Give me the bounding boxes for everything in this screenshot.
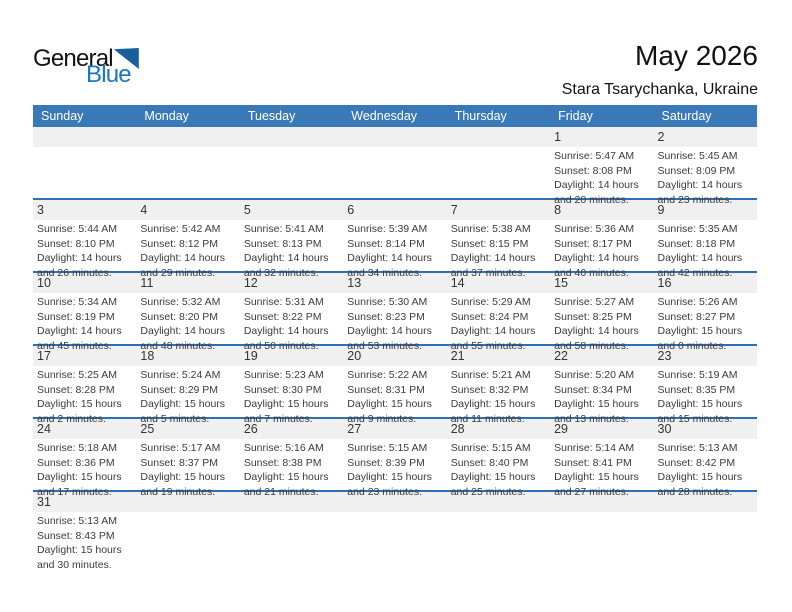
sunset-text: Sunset: 8:09 PM bbox=[657, 164, 736, 177]
sunrise-text: Sunrise: 5:38 AM bbox=[450, 223, 531, 235]
sunset-text: Sunset: 8:27 PM bbox=[657, 310, 736, 323]
daylight-text-1: Daylight: 14 hours bbox=[450, 252, 536, 265]
day-number: 27 bbox=[347, 422, 362, 436]
daylight-text-2: and 26 minutes. bbox=[37, 267, 112, 280]
day-cell-empty bbox=[654, 492, 757, 566]
daylight-text-1: Daylight: 14 hours bbox=[554, 179, 639, 192]
weekday-label-tuesday: Tuesday bbox=[247, 109, 296, 123]
daylight-text-2: and 28 minutes. bbox=[657, 486, 733, 499]
daylight-text-1: Daylight: 15 hours bbox=[243, 471, 329, 484]
sunset-text: Sunset: 8:25 PM bbox=[554, 310, 632, 323]
weekday-label-wednesday: Wednesday bbox=[351, 109, 418, 123]
sunrise-text: Sunrise: 5:16 AM bbox=[243, 442, 324, 454]
daylight-text-1: Daylight: 14 hours bbox=[140, 252, 226, 265]
day-cell-empty bbox=[343, 492, 446, 566]
daylight-text-1: Daylight: 15 hours bbox=[37, 471, 122, 484]
calendar-grid bbox=[33, 105, 757, 572]
sunrise-text: Sunrise: 5:41 AM bbox=[243, 223, 324, 235]
day-cell-31 bbox=[33, 492, 136, 572]
weekday-label-thursday: Thursday bbox=[454, 109, 507, 123]
day-cell-empty bbox=[136, 492, 239, 566]
day-cell-6 bbox=[343, 200, 446, 280]
day-cell-13 bbox=[343, 273, 446, 353]
week-row-5 bbox=[33, 419, 757, 499]
sunrise-text: Sunrise: 5:29 AM bbox=[450, 296, 531, 308]
day-cell-9 bbox=[654, 200, 757, 280]
day-cell-17 bbox=[33, 346, 136, 426]
day-number: 20 bbox=[347, 349, 362, 363]
daylight-text-2: and 11 minutes. bbox=[450, 413, 525, 426]
weekday-label-friday: Friday bbox=[558, 109, 593, 123]
day-number: 19 bbox=[243, 349, 258, 363]
sunset-text: Sunset: 8:12 PM bbox=[140, 237, 219, 250]
daylight-text-2: and 15 minutes. bbox=[657, 413, 733, 426]
week-row-4 bbox=[33, 346, 757, 426]
sunset-text: Sunset: 8:19 PM bbox=[37, 310, 115, 323]
day-number: 4 bbox=[140, 203, 148, 217]
day-cell-empty bbox=[343, 127, 446, 198]
daylight-text-1: Daylight: 14 hours bbox=[140, 325, 226, 338]
sunrise-text: Sunrise: 5:21 AM bbox=[450, 369, 531, 381]
sunset-text: Sunset: 8:22 PM bbox=[243, 310, 322, 323]
daylight-text-1: Daylight: 14 hours bbox=[657, 179, 743, 192]
daylight-text-1: Daylight: 15 hours bbox=[450, 398, 536, 411]
day-number: 10 bbox=[37, 276, 51, 290]
day-number: 22 bbox=[554, 349, 569, 363]
sunset-text: Sunset: 8:23 PM bbox=[347, 310, 425, 323]
day-cell-28 bbox=[447, 419, 550, 499]
sunrise-text: Sunrise: 5:18 AM bbox=[37, 442, 117, 454]
daylight-text-1: Daylight: 15 hours bbox=[347, 471, 432, 484]
daylight-text-1: Daylight: 14 hours bbox=[37, 252, 122, 265]
day-cell-12 bbox=[240, 273, 343, 353]
sunrise-text: Sunrise: 5:20 AM bbox=[554, 369, 635, 381]
daylight-text-1: Daylight: 14 hours bbox=[554, 252, 639, 265]
week-row-6 bbox=[33, 492, 757, 572]
day-number: 7 bbox=[450, 203, 458, 217]
daylight-text-2: and 13 minutes. bbox=[554, 413, 629, 426]
daylight-text-1: Daylight: 14 hours bbox=[37, 325, 122, 338]
sunrise-text: Sunrise: 5:42 AM bbox=[140, 223, 221, 235]
sunset-text: Sunset: 8:29 PM bbox=[140, 383, 219, 396]
sunrise-text: Sunrise: 5:22 AM bbox=[347, 369, 428, 381]
day-number: 31 bbox=[37, 495, 51, 509]
day-number: 2 bbox=[657, 130, 665, 144]
daylight-text-1: Daylight: 14 hours bbox=[347, 325, 432, 338]
daylight-text-2: and 2 minutes. bbox=[37, 413, 106, 426]
daylight-text-2: and 29 minutes. bbox=[140, 267, 216, 280]
daylight-text-1: Daylight: 15 hours bbox=[554, 398, 639, 411]
sunrise-text: Sunrise: 5:24 AM bbox=[140, 369, 221, 381]
sunset-text: Sunset: 8:36 PM bbox=[37, 456, 115, 469]
sunset-text: Sunset: 8:35 PM bbox=[657, 383, 736, 396]
daylight-text-2: and 25 minutes. bbox=[450, 486, 526, 499]
day-cell-5 bbox=[240, 200, 343, 280]
sunrise-text: Sunrise: 5:14 AM bbox=[554, 442, 635, 454]
sunset-text: Sunset: 8:10 PM bbox=[37, 237, 115, 250]
daylight-text-2: and 32 minutes. bbox=[243, 267, 319, 280]
daylight-text-2: and 19 minutes. bbox=[140, 486, 216, 499]
day-cell-30 bbox=[654, 419, 757, 499]
daylight-text-2: and 42 minutes. bbox=[657, 267, 733, 280]
daylight-text-1: Daylight: 15 hours bbox=[37, 544, 122, 557]
daylight-text-1: Daylight: 14 hours bbox=[450, 325, 536, 338]
weekday-header-row bbox=[33, 105, 757, 127]
daylight-text-1: Daylight: 14 hours bbox=[347, 252, 432, 265]
sunset-text: Sunset: 8:15 PM bbox=[450, 237, 529, 250]
day-cell-2 bbox=[654, 127, 757, 207]
day-number: 9 bbox=[657, 203, 665, 217]
daylight-text-2: and 37 minutes. bbox=[450, 267, 526, 280]
sunrise-text: Sunrise: 5:45 AM bbox=[657, 150, 738, 162]
logo-text-general: General bbox=[33, 45, 113, 72]
day-cell-8 bbox=[550, 200, 653, 280]
day-cell-22 bbox=[550, 346, 653, 426]
day-cell-7 bbox=[447, 200, 550, 280]
daylight-text-2: and 48 minutes. bbox=[140, 340, 216, 353]
week-row-3 bbox=[33, 273, 757, 353]
day-cell-19 bbox=[240, 346, 343, 426]
day-number: 13 bbox=[347, 276, 362, 290]
day-cell-empty bbox=[136, 127, 239, 198]
general-blue-logo bbox=[33, 47, 139, 87]
day-number: 11 bbox=[140, 276, 154, 290]
daylight-text-1: Daylight: 15 hours bbox=[140, 471, 226, 484]
daylight-text-2: and 34 minutes. bbox=[347, 267, 422, 280]
daylight-text-2: and 23 minutes. bbox=[347, 486, 422, 499]
weeks-container bbox=[33, 127, 757, 572]
day-cell-3 bbox=[33, 200, 136, 280]
day-number: 16 bbox=[657, 276, 672, 290]
day-cell-14 bbox=[447, 273, 550, 353]
day-number: 28 bbox=[450, 422, 465, 436]
location-subtitle: Stara Tsarychanka, Ukraine bbox=[561, 81, 758, 98]
sunset-text: Sunset: 8:32 PM bbox=[450, 383, 529, 396]
sunset-text: Sunset: 8:42 PM bbox=[657, 456, 736, 469]
day-number: 1 bbox=[554, 130, 562, 144]
day-number: 21 bbox=[450, 349, 465, 363]
daylight-text-1: Daylight: 15 hours bbox=[243, 398, 329, 411]
day-cell-29 bbox=[550, 419, 653, 499]
day-number: 26 bbox=[243, 422, 258, 436]
sunrise-text: Sunrise: 5:15 AM bbox=[450, 442, 531, 454]
day-number: 24 bbox=[37, 422, 51, 436]
daylight-text-1: Daylight: 14 hours bbox=[243, 325, 329, 338]
day-cell-21 bbox=[447, 346, 550, 426]
sunrise-text: Sunrise: 5:15 AM bbox=[347, 442, 428, 454]
sunrise-text: Sunrise: 5:47 AM bbox=[554, 150, 635, 162]
day-cell-1 bbox=[550, 127, 653, 207]
day-cell-empty bbox=[240, 127, 343, 198]
daylight-text-2: and 17 minutes. bbox=[37, 486, 112, 499]
week-row-1 bbox=[33, 127, 757, 207]
daylight-text-2: and 58 minutes. bbox=[554, 340, 629, 353]
day-cell-4 bbox=[136, 200, 239, 280]
daylight-text-2: and 0 minutes. bbox=[657, 340, 727, 353]
day-number: 17 bbox=[37, 349, 51, 363]
sunset-text: Sunset: 8:20 PM bbox=[140, 310, 219, 323]
daylight-text-1: Daylight: 14 hours bbox=[554, 325, 639, 338]
day-cell-10 bbox=[33, 273, 136, 353]
day-cell-20 bbox=[343, 346, 446, 426]
day-cell-empty bbox=[240, 492, 343, 566]
weekday-label-saturday: Saturday bbox=[661, 109, 712, 123]
sunset-text: Sunset: 8:08 PM bbox=[554, 164, 632, 177]
daylight-text-2: and 21 minutes. bbox=[243, 486, 319, 499]
day-number: 18 bbox=[140, 349, 155, 363]
sunset-text: Sunset: 8:39 PM bbox=[347, 456, 425, 469]
sunset-text: Sunset: 8:30 PM bbox=[243, 383, 322, 396]
daylight-text-2: and 45 minutes. bbox=[37, 340, 112, 353]
sunrise-text: Sunrise: 5:23 AM bbox=[243, 369, 324, 381]
sunset-text: Sunset: 8:24 PM bbox=[450, 310, 529, 323]
daylight-text-1: Daylight: 15 hours bbox=[657, 325, 743, 338]
sunset-text: Sunset: 8:31 PM bbox=[347, 383, 425, 396]
logo-text-blue: Blue bbox=[86, 61, 131, 88]
daylight-text-2: and 7 minutes. bbox=[243, 413, 313, 426]
day-number: 12 bbox=[243, 276, 258, 290]
sunrise-text: Sunrise: 5:25 AM bbox=[37, 369, 117, 381]
sunrise-text: Sunrise: 5:13 AM bbox=[657, 442, 738, 454]
sunrise-text: Sunrise: 5:19 AM bbox=[657, 369, 738, 381]
day-cell-18 bbox=[136, 346, 239, 426]
daylight-text-1: Daylight: 15 hours bbox=[657, 398, 743, 411]
sunrise-text: Sunrise: 5:44 AM bbox=[37, 223, 117, 235]
daylight-text-1: Daylight: 15 hours bbox=[450, 471, 536, 484]
daylight-text-2: and 20 minutes. bbox=[554, 194, 629, 207]
sunset-text: Sunset: 8:40 PM bbox=[450, 456, 529, 469]
day-number: 8 bbox=[554, 203, 562, 217]
daylight-text-1: Daylight: 14 hours bbox=[657, 252, 743, 265]
weekday-label-sunday: Sunday bbox=[41, 109, 84, 123]
daylight-text-2: and 53 minutes. bbox=[347, 340, 422, 353]
daylight-text-1: Daylight: 14 hours bbox=[243, 252, 329, 265]
daylight-text-2: and 55 minutes. bbox=[450, 340, 526, 353]
day-cell-26 bbox=[240, 419, 343, 499]
sunset-text: Sunset: 8:28 PM bbox=[37, 383, 115, 396]
sunrise-text: Sunrise: 5:17 AM bbox=[140, 442, 221, 454]
month-title: May 2026 bbox=[635, 40, 758, 71]
sunset-text: Sunset: 8:37 PM bbox=[140, 456, 219, 469]
week-row-2 bbox=[33, 200, 757, 280]
sunset-text: Sunset: 8:38 PM bbox=[243, 456, 322, 469]
sunset-text: Sunset: 8:43 PM bbox=[37, 529, 115, 542]
sunset-text: Sunset: 8:17 PM bbox=[554, 237, 632, 250]
daylight-text-2: and 40 minutes. bbox=[554, 267, 629, 280]
sunset-text: Sunset: 8:14 PM bbox=[347, 237, 425, 250]
day-number: 30 bbox=[657, 422, 672, 436]
daylight-text-2: and 27 minutes. bbox=[554, 486, 629, 499]
day-number: 14 bbox=[450, 276, 465, 290]
day-cell-25 bbox=[136, 419, 239, 499]
daylight-text-1: Daylight: 15 hours bbox=[657, 471, 743, 484]
daylight-text-2: and 5 minutes. bbox=[140, 413, 210, 426]
daylight-text-1: Daylight: 15 hours bbox=[140, 398, 226, 411]
day-cell-27 bbox=[343, 419, 446, 499]
day-number: 29 bbox=[554, 422, 569, 436]
day-cell-24 bbox=[33, 419, 136, 499]
sunrise-text: Sunrise: 5:26 AM bbox=[657, 296, 738, 308]
day-cell-15 bbox=[550, 273, 653, 353]
sunrise-text: Sunrise: 5:39 AM bbox=[347, 223, 428, 235]
day-cell-empty bbox=[33, 127, 136, 198]
day-number: 15 bbox=[554, 276, 569, 290]
daylight-text-2: and 9 minutes. bbox=[347, 413, 417, 426]
daylight-text-2: and 50 minutes. bbox=[243, 340, 319, 353]
sunrise-text: Sunrise: 5:34 AM bbox=[37, 296, 117, 308]
sunset-text: Sunset: 8:34 PM bbox=[554, 383, 632, 396]
daylight-text-1: Daylight: 15 hours bbox=[554, 471, 639, 484]
sunrise-text: Sunrise: 5:31 AM bbox=[243, 296, 324, 308]
sunrise-text: Sunrise: 5:13 AM bbox=[37, 515, 117, 527]
day-number: 5 bbox=[243, 203, 251, 217]
sunrise-text: Sunrise: 5:36 AM bbox=[554, 223, 635, 235]
daylight-text-1: Daylight: 15 hours bbox=[347, 398, 432, 411]
day-cell-empty bbox=[447, 492, 550, 566]
day-number: 25 bbox=[140, 422, 155, 436]
day-cell-empty bbox=[447, 127, 550, 198]
day-cell-empty bbox=[550, 492, 653, 566]
sunrise-text: Sunrise: 5:27 AM bbox=[554, 296, 635, 308]
day-number: 6 bbox=[347, 203, 355, 217]
day-number: 3 bbox=[37, 203, 44, 217]
daylight-text-1: Daylight: 15 hours bbox=[37, 398, 122, 411]
sunset-text: Sunset: 8:41 PM bbox=[554, 456, 632, 469]
sunrise-text: Sunrise: 5:30 AM bbox=[347, 296, 428, 308]
sunrise-text: Sunrise: 5:32 AM bbox=[140, 296, 221, 308]
day-cell-16 bbox=[654, 273, 757, 353]
day-cell-23 bbox=[654, 346, 757, 426]
sunset-text: Sunset: 8:13 PM bbox=[243, 237, 322, 250]
sunset-text: Sunset: 8:18 PM bbox=[657, 237, 736, 250]
weekday-label-monday: Monday bbox=[144, 109, 189, 123]
daylight-text-2: and 30 minutes. bbox=[37, 559, 112, 572]
day-cell-11 bbox=[136, 273, 239, 353]
title-block bbox=[562, 40, 758, 99]
daylight-text-2: and 23 minutes. bbox=[657, 194, 733, 207]
sunrise-text: Sunrise: 5:35 AM bbox=[657, 223, 738, 235]
day-number: 23 bbox=[657, 349, 672, 363]
